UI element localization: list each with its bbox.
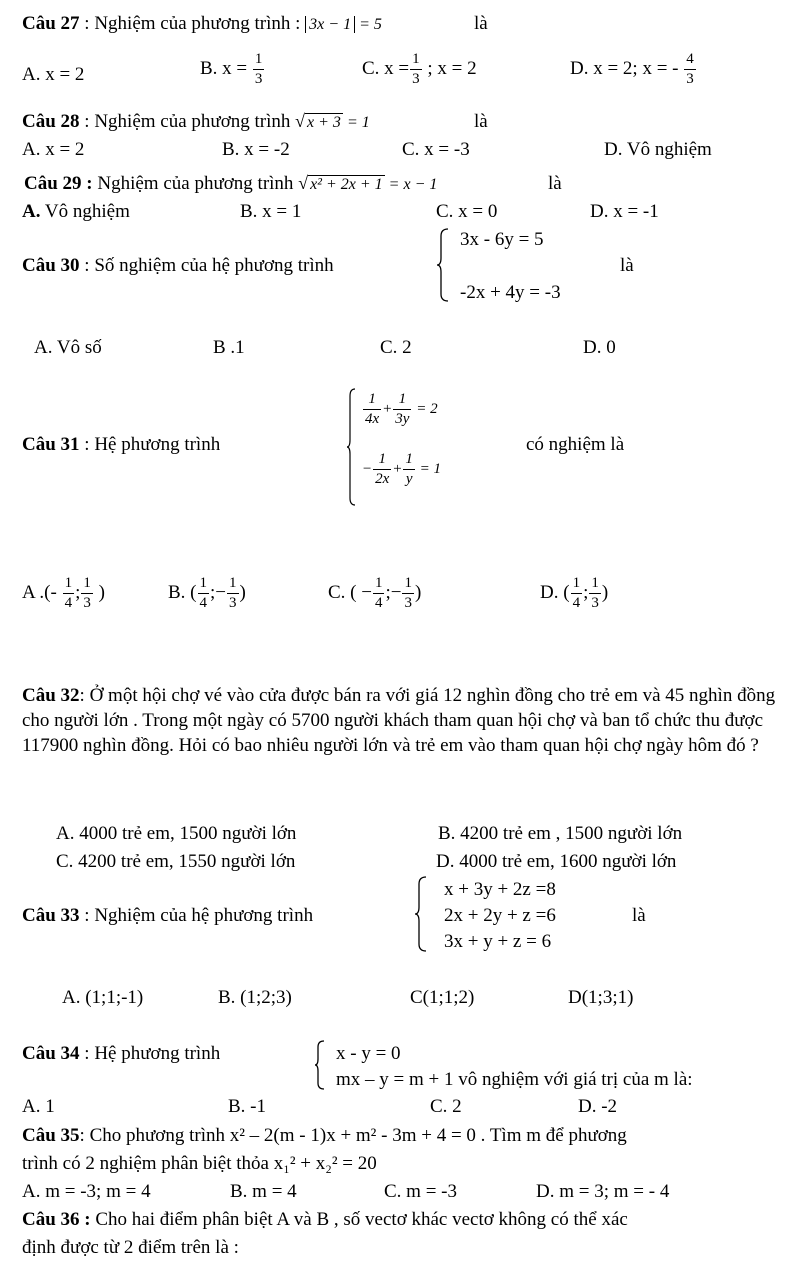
- q29-option-d[interactable]: D. x = -1: [590, 201, 659, 222]
- q34-option-a[interactable]: A. 1: [22, 1096, 55, 1117]
- q33-label: Câu 33: [22, 905, 80, 926]
- q31-option-d-n2: 1: [589, 576, 601, 594]
- q31-option-c-d1: 4: [374, 595, 383, 611]
- q35-label: Câu 35: [22, 1125, 80, 1146]
- q31-stem: [22, 435, 220, 454]
- q33-option-c[interactable]: C(1;1;2): [410, 987, 475, 1008]
- q28-option-c[interactable]: C. x = -3: [402, 139, 470, 160]
- q29-option-a-label: A.: [22, 201, 41, 222]
- q27-option-b-den: 3: [254, 71, 263, 87]
- q31-eq1-t2-num: 1: [393, 392, 411, 410]
- q28-label: Câu 28: [22, 111, 80, 132]
- q31-option-d-sep: ;: [583, 581, 589, 603]
- q35-option-a[interactable]: A. m = -3; m = 4: [22, 1181, 151, 1202]
- q33-tail: là: [632, 905, 646, 926]
- q29-radicand: x² + 2x + 1: [310, 176, 383, 193]
- q27-equation-rhs: = 5: [355, 16, 382, 33]
- q31-option-c-d2: 3: [404, 595, 412, 611]
- q31-option-a-n2: 1: [81, 576, 93, 594]
- q33-eq1: x + 3y + 2z =8: [444, 879, 556, 900]
- q31-option-a-prefix: A .(-: [22, 581, 62, 603]
- q31-option-d-n1: 1: [571, 576, 583, 594]
- q33-eq3: 3x + y + z = 6: [444, 931, 552, 952]
- q29-option-c[interactable]: C. x = 0: [436, 201, 498, 222]
- q30-option-a[interactable]: A. Vô số: [34, 337, 102, 358]
- q31-option-c-n1: 1: [373, 576, 385, 594]
- q34-eq2: mx – y = m + 1: [336, 1069, 454, 1090]
- q31-option-a-d2: 3: [83, 595, 91, 611]
- q31-eq1-t2-den: 3y: [395, 411, 410, 427]
- q29-equation-rhs: = x − 1: [384, 176, 438, 193]
- q29-text: Nghiệm của phương trình: [92, 173, 299, 194]
- q29-stem: Câu 29 : Nghiệm của phương trình √ x² + 2x + 1 = x − 1: [24, 173, 438, 194]
- q34-stem: [22, 1044, 220, 1063]
- q36-label: Câu 36 :: [22, 1209, 91, 1230]
- q31-option-c-sep: ;−: [385, 581, 402, 603]
- q31-eq2-op: +: [392, 460, 403, 477]
- q33-option-d[interactable]: D(1;3;1): [568, 987, 634, 1008]
- q28-option-a[interactable]: A. x = 2: [22, 139, 85, 160]
- q35-text: : Cho phương trình: [79, 1125, 230, 1146]
- q30-option-c[interactable]: C. 2: [380, 337, 412, 358]
- q30-system-brace: [436, 228, 450, 302]
- q30-option-d[interactable]: D. 0: [583, 337, 616, 358]
- q27-option-a[interactable]: A. x = 2: [22, 64, 85, 85]
- q31-eq2-t1-num: 1: [373, 452, 391, 470]
- q28-stem: Câu 28 : Nghiệm của phương trình √ x + 3 = 1: [22, 111, 370, 132]
- q28-tail: là: [474, 111, 488, 132]
- q31-eq2-rhs: = 1: [419, 460, 442, 477]
- q31-option-b-d2: 3: [229, 595, 237, 611]
- q36-stem: [22, 1210, 628, 1229]
- q31-option-d-d2: 3: [591, 595, 599, 611]
- q28-radicand: x + 3: [307, 114, 341, 131]
- q36-stem-line2: định được từ 2 điểm trên là :: [22, 1237, 239, 1258]
- q27-option-d-num: 4: [684, 52, 696, 70]
- q31-option-c-n2: 1: [402, 576, 414, 594]
- q27-option-c-den: 3: [412, 71, 420, 87]
- q28-option-d[interactable]: D. Vô nghiệm: [604, 139, 712, 160]
- q32-label: Câu 32: [22, 685, 80, 706]
- q35-condition: x₁² + x₂² = 20: [273, 1153, 377, 1174]
- q30-eq1: 3x - 6y = 5: [460, 229, 544, 250]
- q31-eq1-rhs: = 2: [416, 400, 438, 417]
- q35-equation: x² – 2(m - 1)x + m² - 3m + 4 = 0: [229, 1125, 476, 1146]
- q31-option-b-post: ): [239, 581, 246, 603]
- q32-option-b[interactable]: B. 4200 trẻ em , 1500 người lớn: [438, 823, 683, 844]
- q31-option-c[interactable]: [328, 576, 421, 611]
- q33-system-brace: [414, 876, 428, 952]
- q34-text: : Hệ phương trình: [79, 1043, 221, 1064]
- q35-stem: [22, 1126, 627, 1145]
- q33-option-b[interactable]: B. (1;2;3): [218, 987, 292, 1008]
- q27-option-c-num: 1: [410, 52, 422, 70]
- q27-stem: [22, 14, 382, 33]
- q35-option-b[interactable]: B. m = 4: [230, 1181, 297, 1202]
- q35-line2: trình có 2 nghiệm phân biệt thỏa: [22, 1153, 274, 1174]
- q30-eq2: -2x + 4y = -3: [460, 282, 561, 303]
- q28-option-b[interactable]: B. x = -2: [222, 139, 290, 160]
- q32-option-d[interactable]: D. 4000 trẻ em, 1600 người lớn: [436, 851, 677, 872]
- q31-option-d[interactable]: [540, 576, 608, 611]
- q28-equation-rhs: = 1: [342, 114, 370, 131]
- q31-option-a-d1: 4: [64, 595, 73, 611]
- q27-option-b-prefix: B. x =: [200, 57, 252, 79]
- q31-text: : Hệ phương trình: [79, 434, 221, 455]
- q31-eq1-t1-num: 1: [363, 392, 381, 410]
- q27-text: : Nghiệm của phương trình :: [79, 13, 306, 34]
- q31-eq2: [362, 452, 441, 487]
- q31-option-a-post: ): [93, 581, 105, 603]
- q27-option-d-den: 3: [686, 71, 694, 87]
- q31-eq2-t2-den: y: [405, 471, 413, 487]
- q27-tail: là: [474, 13, 488, 34]
- q31-option-b-sep: ;−: [210, 581, 226, 603]
- q31-option-b-d1: 4: [199, 595, 207, 611]
- q31-label: Câu 31: [22, 434, 80, 455]
- q31-option-b[interactable]: [168, 576, 246, 611]
- q30-text: : Số nghiệm của hệ phương trình: [79, 255, 334, 276]
- q31-option-c-prefix: C. ( −: [328, 581, 372, 603]
- q31-eq2-t1-den: 2x: [375, 471, 390, 487]
- q27-option-c[interactable]: [362, 52, 477, 87]
- q29-option-a-text: Vô nghiệm: [40, 201, 130, 222]
- q32-stem: [22, 683, 782, 758]
- q28-text: : Nghiệm của phương trình: [79, 111, 296, 132]
- q31-eq1-t1-den: 4x: [365, 411, 380, 427]
- q34-option-d[interactable]: D. -2: [578, 1096, 618, 1117]
- q31-eq1-op: +: [382, 400, 393, 417]
- q31-eq1: [362, 392, 438, 427]
- q33-stem: [22, 906, 313, 925]
- q27-option-c-prefix: C. x =: [362, 57, 410, 79]
- q31-system-brace: [346, 388, 356, 506]
- q32-option-c[interactable]: C. 4200 trẻ em, 1550 người lớn: [56, 851, 296, 872]
- q31-eq2-t2-num: 1: [403, 452, 415, 470]
- q33-eq2: 2x + 2y + z =6: [444, 905, 556, 926]
- q34-eq2-line: [336, 1070, 693, 1089]
- q31-option-b-prefix: B. (: [168, 581, 197, 603]
- q31-option-b-n1: 1: [198, 576, 210, 594]
- q32-option-a[interactable]: A. 4000 trẻ em, 1500 người lớn: [56, 823, 297, 844]
- q29-option-a[interactable]: [22, 202, 130, 221]
- q31-tail: có nghiệm là: [526, 434, 625, 455]
- q31-option-b-n2: 1: [227, 576, 239, 594]
- q29-option-b[interactable]: B. x = 1: [240, 201, 302, 222]
- q30-stem: [22, 256, 334, 275]
- q29-label: Câu 29 :: [24, 173, 93, 194]
- q34-option-c[interactable]: C. 2: [430, 1096, 462, 1117]
- q31-option-a-n1: 1: [63, 576, 75, 594]
- q31-eq2-sign: −: [362, 460, 373, 477]
- q33-text: : Nghiệm của hệ phương trình: [79, 905, 314, 926]
- q31-option-c-post: ): [414, 581, 422, 603]
- q30-label: Câu 30: [22, 255, 80, 276]
- q35-option-c[interactable]: C. m = -3: [384, 1181, 457, 1202]
- q34-eq1: x - y = 0: [336, 1043, 401, 1064]
- q27-option-c-suffix: ; x = 2: [422, 57, 477, 79]
- q35-text2: . Tìm m để phương: [475, 1125, 627, 1146]
- q27-label: Câu 27: [22, 13, 80, 34]
- q27-option-d-prefix: D. x = 2; x = -: [570, 57, 684, 79]
- q29-tail: là: [548, 173, 562, 194]
- q36-text: Cho hai điểm phân biệt A và B , số vectơ khác vectơ không có thể xác: [90, 1209, 628, 1230]
- q34-tail: vô nghiệm với giá trị của m là:: [453, 1069, 693, 1090]
- q32-text: : Ở một hội chợ vé vào cửa được bán ra với giá 12 nghìn đồng cho trẻ em và 45 nghìn đồng cho người lớn . Trong một ngày có 5700 người khách tham quan hội chợ và ban tổ chức thu được 117900 nghìn đồng. Hỏi có bao nhiêu người lớn và trẻ em vào tham quan hội chợ ngày hôm đó ?: [22, 685, 776, 756]
- q27-option-b[interactable]: [200, 52, 265, 87]
- q34-option-b[interactable]: B. -1: [228, 1096, 266, 1117]
- q31-option-a-sep: ;: [75, 581, 81, 603]
- q31-option-d-post: ): [601, 581, 609, 603]
- q33-option-a[interactable]: A. (1;1;-1): [62, 987, 144, 1008]
- q34-system-brace: [314, 1040, 326, 1090]
- q31-option-a[interactable]: [22, 576, 105, 611]
- q27-option-b-num: 1: [253, 52, 265, 70]
- q30-option-b[interactable]: B .1: [213, 337, 245, 358]
- q31-option-d-prefix: D. (: [540, 581, 570, 603]
- q35-option-d[interactable]: D. m = 3; m = - 4: [536, 1181, 670, 1202]
- q27-equation: 3x − 1: [305, 16, 355, 33]
- q35-stem-line2: [22, 1154, 377, 1173]
- q34-label: Câu 34: [22, 1043, 80, 1064]
- q30-tail: là: [620, 255, 634, 276]
- q27-option-d[interactable]: [570, 52, 697, 87]
- q31-option-d-d1: 4: [572, 595, 581, 611]
